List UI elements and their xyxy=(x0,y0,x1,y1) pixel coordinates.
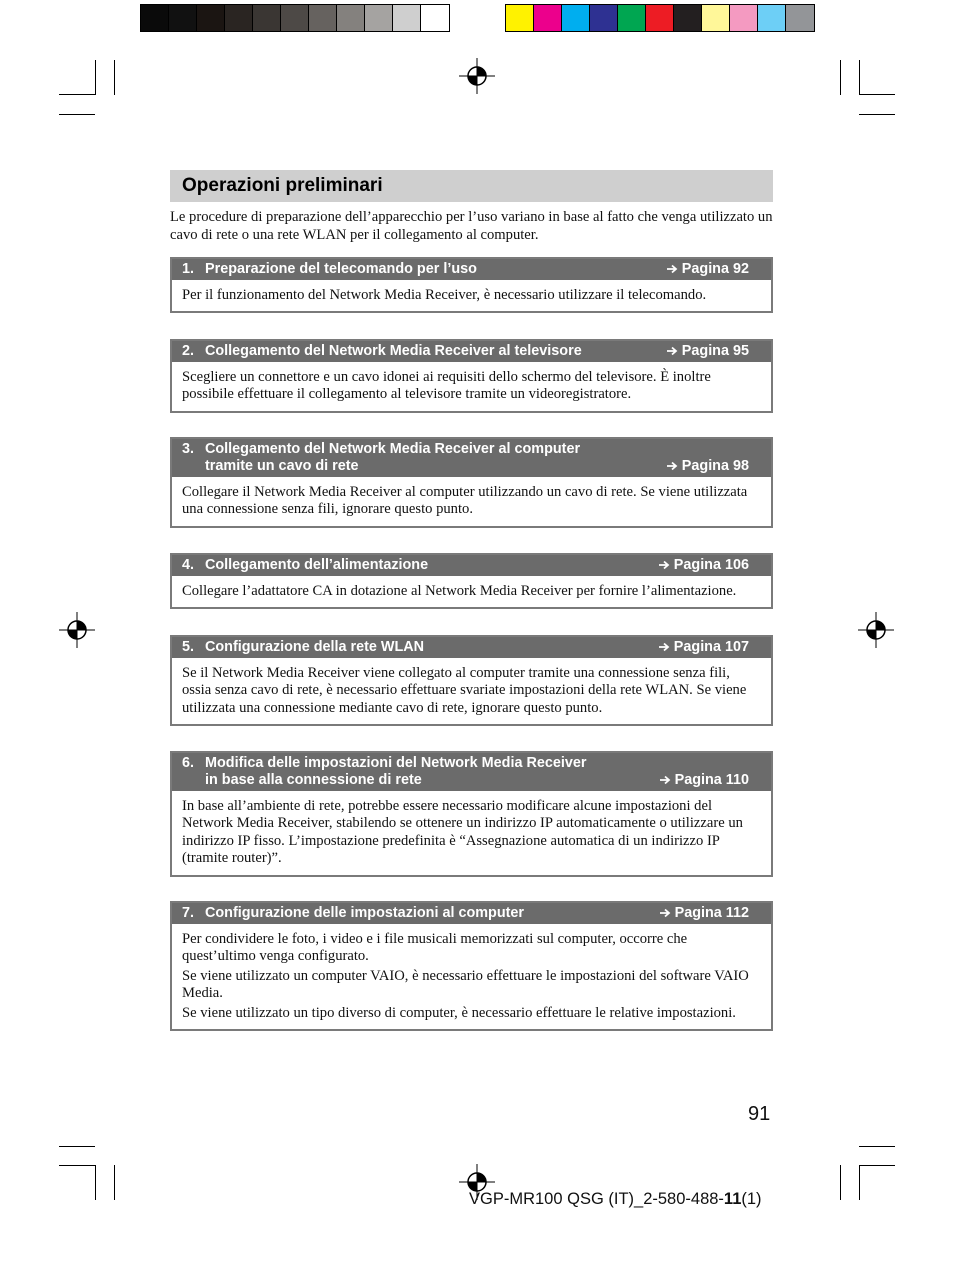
step-box xyxy=(170,901,773,1031)
page-reference xyxy=(667,261,749,278)
page-reference xyxy=(660,905,749,922)
page-reference-label: Pagina 106 xyxy=(673,557,749,573)
step-description xyxy=(172,791,771,875)
calibration-swatch xyxy=(618,5,646,31)
step-title: Collegamento del Network Media Receiver al computer xyxy=(205,441,581,457)
step-title: Configurazione della rete WLAN xyxy=(205,639,425,655)
footer-code-bold: 11 xyxy=(723,1190,742,1208)
calibration-swatch xyxy=(562,5,590,31)
calibration-swatch xyxy=(365,5,393,31)
step-box xyxy=(170,635,773,726)
calibration-swatch xyxy=(309,5,337,31)
page-reference xyxy=(660,772,749,789)
arrow-right-icon xyxy=(667,461,678,471)
registration-mark-icon xyxy=(858,612,894,648)
calibration-swatch xyxy=(281,5,309,31)
calibration-swatch xyxy=(141,5,169,31)
step-header xyxy=(172,753,771,791)
step-paragraph: Scegliere un connettore e un cavo idonei ai requisiti dello schermo del televisore. È inoltre possibile effettuare il collegamento al televisore tramite un videoregistratore. xyxy=(182,369,711,403)
step-paragraph: Per condividere le foto, i video e i file musicali memorizzati sul computer, occorre che quest’ultimo venga configurato. xyxy=(182,931,688,965)
step-paragraph: Collegare l’adattatore CA in dotazione al Network Media Receiver per fornire l’alimentazione. xyxy=(182,583,737,599)
calibration-swatch xyxy=(337,5,365,31)
registration-mark-icon xyxy=(59,612,95,648)
step-description xyxy=(172,477,771,526)
calibration-swatch xyxy=(421,5,449,31)
step-header xyxy=(172,637,771,658)
footer-doc-code xyxy=(469,1190,762,1209)
page-reference xyxy=(667,343,749,360)
step-number: 5. xyxy=(182,639,195,655)
calibration-swatch xyxy=(730,5,758,31)
registration-mark-icon xyxy=(459,58,495,94)
calibration-swatch xyxy=(702,5,730,31)
page-reference-label: Pagina 98 xyxy=(681,458,749,474)
step-paragraph: Se il Network Media Receiver viene collegato al computer tramite una connessione senza fili, ossia senza cavo di rete, è necessario effettuare svariate impostazioni della rete WLAN. Se viene utilizzata una connessione mediante cavo di rete, ignorare questo punto. xyxy=(182,665,747,716)
step-description xyxy=(172,362,771,411)
intro-paragraph: Le procedure di preparazione dell’apparecchio per l’uso variano in base al fatto che venga utilizzato un cavo di rete o una rete WLAN per il collegamento al computer. xyxy=(170,209,773,243)
page-reference xyxy=(667,458,749,475)
section-title: Operazioni preliminari xyxy=(182,175,383,196)
calibration-swatch xyxy=(646,5,674,31)
arrow-right-icon xyxy=(667,264,678,274)
calibration-swatch xyxy=(169,5,197,31)
step-header xyxy=(172,555,771,576)
page-reference-label: Pagina 110 xyxy=(674,772,749,788)
calibration-swatch xyxy=(506,5,534,31)
page-reference-label: Pagina 92 xyxy=(681,261,749,277)
calibration-swatch xyxy=(590,5,618,31)
step-number: 1. xyxy=(182,261,195,277)
calibration-swatch xyxy=(786,5,814,31)
step-paragraph: Se viene utilizzato un tipo diverso di computer, è necessario effettuare le relative impostazioni. xyxy=(182,1004,736,1021)
calibration-swatch xyxy=(393,5,421,31)
calibration-swatch xyxy=(534,5,562,31)
arrow-right-icon xyxy=(667,346,678,356)
page-reference xyxy=(659,639,749,656)
arrow-right-icon xyxy=(660,908,671,918)
step-description xyxy=(172,924,771,1029)
step-title: Modifica delle impostazioni del Network Media Receiver xyxy=(205,755,587,771)
step-box xyxy=(170,437,773,528)
step-title: Collegamento del Network Media Receiver al televisore xyxy=(205,343,582,359)
step-box xyxy=(170,339,773,413)
step-box xyxy=(170,553,773,609)
arrow-right-icon xyxy=(659,560,670,570)
step-header xyxy=(172,341,771,362)
page-reference-label: Pagina 95 xyxy=(681,343,749,359)
step-header xyxy=(172,903,771,924)
step-number: 7. xyxy=(182,905,195,921)
step-number: 4. xyxy=(182,557,195,573)
step-number xyxy=(182,772,205,789)
step-header xyxy=(172,259,771,280)
calibration-swatch xyxy=(758,5,786,31)
grayscale-calibration-bar xyxy=(140,4,450,32)
step-title: Preparazione del telecomando per l’uso xyxy=(205,261,477,277)
step-header xyxy=(172,439,771,477)
calibration-swatch xyxy=(225,5,253,31)
step-box xyxy=(170,751,773,877)
arrow-right-icon xyxy=(659,642,670,652)
page-reference xyxy=(659,557,749,574)
footer-code-suffix: (1) xyxy=(741,1190,762,1208)
step-paragraph: Collegare il Network Media Receiver al computer utilizzando un cavo di rete. Se viene utilizzata una connessione senza fili, ignorare questo punto. xyxy=(182,484,748,518)
arrow-right-icon xyxy=(660,775,671,785)
step-description xyxy=(172,658,771,724)
page-reference-label: Pagina 107 xyxy=(673,639,749,655)
step-title: Collegamento dell’alimentazione xyxy=(205,557,429,573)
step-title: tramite un cavo di rete xyxy=(205,458,359,474)
calibration-swatch xyxy=(674,5,702,31)
footer-code-prefix: VGP-MR100 QSG (IT)_2-580-488- xyxy=(469,1190,724,1208)
step-title: Configurazione delle impostazioni al computer xyxy=(205,905,525,921)
step-number: 3. xyxy=(182,441,195,457)
step-number xyxy=(182,458,205,475)
step-paragraph: Per il funzionamento del Network Media Receiver, è necessario utilizzare il telecomando. xyxy=(182,287,707,303)
calibration-swatch xyxy=(197,5,225,31)
step-paragraph: Se viene utilizzato un computer VAIO, è necessario effettuare le impostazioni del software VAIO Media. xyxy=(182,967,749,1002)
step-paragraph: In base all’ambiente di rete, potrebbe essere necessario modificare alcune impostazioni del Network Media Receiver, stabilendo se ottenere un indirizzo IP automaticamente o utilizzare un indirizzo IP fisso. L’impostazione predefinita è “Assegnazione automatica di un indirizzo IP (tramite router)”. xyxy=(182,798,743,867)
step-number: 6. xyxy=(182,755,195,771)
step-description xyxy=(172,280,771,311)
step-number: 2. xyxy=(182,343,195,359)
step-box xyxy=(170,257,773,313)
section-title-bar xyxy=(170,170,773,202)
step-title: in base alla connessione di rete xyxy=(205,772,422,788)
page-reference-label: Pagina 112 xyxy=(674,905,749,921)
page-number: 91 xyxy=(748,1103,771,1125)
step-description xyxy=(172,576,771,607)
color-calibration-bar xyxy=(505,4,815,32)
calibration-swatch xyxy=(253,5,281,31)
